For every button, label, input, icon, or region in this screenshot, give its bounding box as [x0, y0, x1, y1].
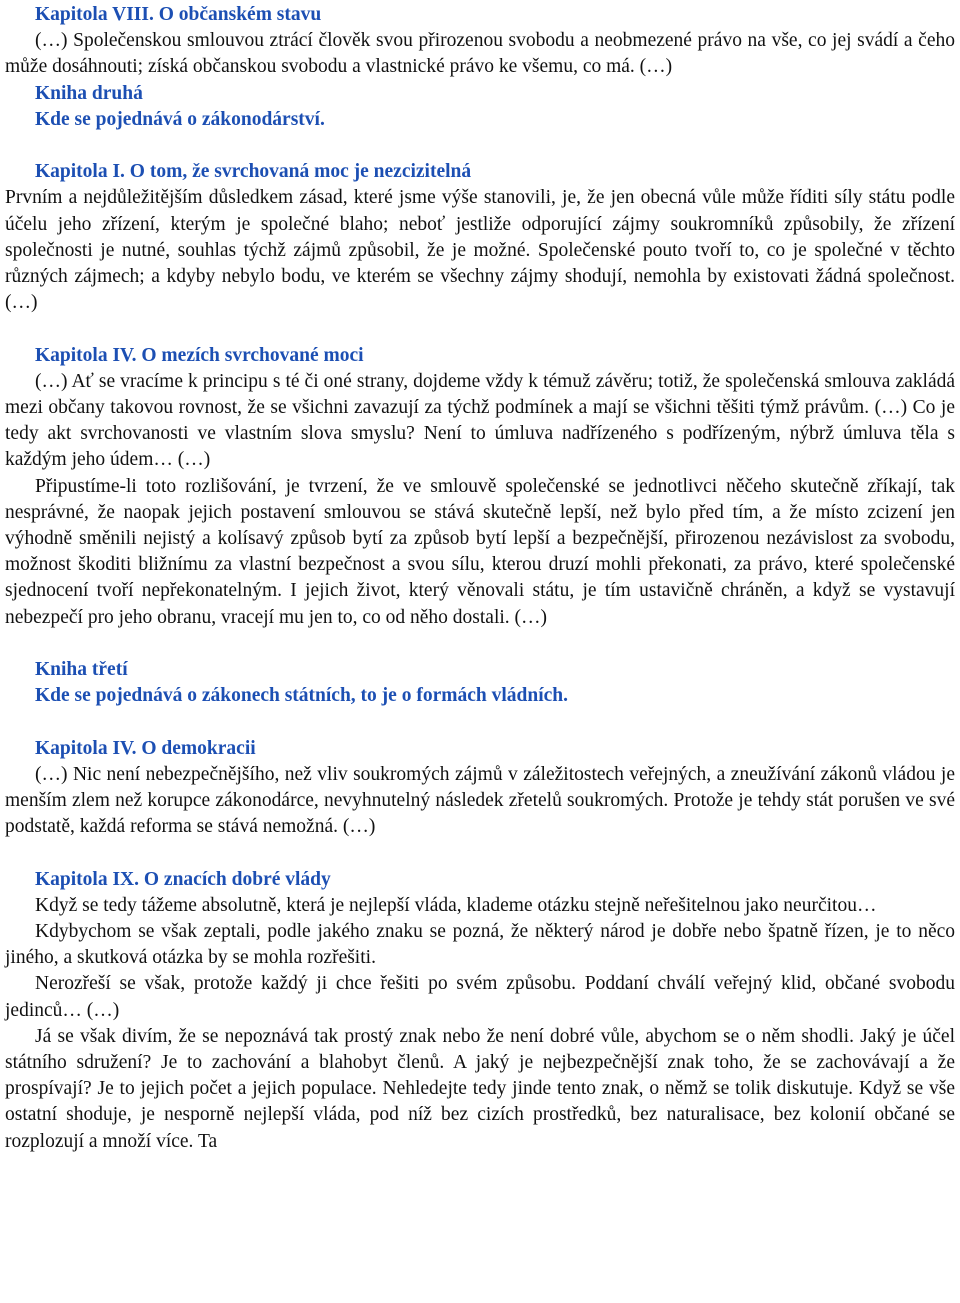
- chapter-8-paragraph: (…) Společenskou smlouvou ztrácí člověk svou přirozenou svobodu a neobmezené právo na vše, co jej svádí a čeho může dosáhnouti; získá občanskou svobodu a vlastnické právo ke všemu, co má. (…): [5, 30, 955, 78]
- chapter-8-heading: Kapitola VIII. O občanském stavu: [35, 4, 322, 25]
- democracy-chapter-heading: Kapitola IV. O demokracii: [35, 737, 256, 759]
- book-2-subtitle: Kde se pojednává o zákonodárství.: [35, 108, 325, 130]
- chapter-9-paragraph-1: Když se tedy tážeme absolutně, která je nejlepší vláda, klademe otázku stejně neřešitelnou jako neurčitou…: [35, 894, 877, 916]
- spacer: [5, 631, 955, 657]
- chapter-4-paragraph-2: Připustíme-li toto rozlišování, je tvrzení, že ve smlouvě společenské se jednotlivci něčeho skutečně zříkají, tak nesprávné, že naopak jejich postavení smlouvou se stává skutečně lepší, než bylo před tím, a že místo zcizení jen výhodně směnili nejistý a kolísavý způsob bytí za způsob bytí lepší a bezpečnější, přirozenou nezávislost za svobodu, možnost škoditi bližnímu za vlastní bezpečnost a svou sílu, kterou druzí mohli překonati, za právo, které společenské sjednocení tvoří nepřekonatelným. I jejich život, který věnovali státu, je tím ustavičně chráněn, a když se vystavují nebezpečí pro jeho obranu, vracejí mu jen to, co od něho dostali. (…): [5, 475, 955, 628]
- chapter-1-paragraph: Prvním a nejdůležitějším důsledkem zásad, které jsme výše stanovili, je, že jen obecná vůle může říditi síly státu podle účelu jeho zřízení, kterým je společné blaho; neboť jestliže odporující zájmy soukromníků způsobily, že zřízení společnosti je nutné, souhlas týchž zájmů způsobil, že je možné. Společenské pouto tvoří to, co je společné v těchto různých zájmech; a kdyby nebylo bodu, ve kterém se všechny zájmy shodují, nemohla by existovati žádná společnost. (…): [5, 187, 955, 314]
- chapter-1-heading: Kapitola I. O tom, že svrchovaná moc je nezcizitelná: [35, 161, 472, 183]
- chapter-9-paragraph-3: Nerozřeší se však, protože každý ji chce řešiti po svém způsobu. Poddaní chválí veřejný klid, občané svobodu jedinců… (…): [5, 973, 955, 1021]
- spacer: [5, 709, 955, 735]
- spacer: [5, 840, 955, 866]
- chapter-9-paragraph-2: Kdybychom se však zeptali, podle jakého znaku se pozná, že některý národ je dobře nebo špatně řízen, je to něco jiného, a skutková otázka by se mohla rozřešiti.: [5, 921, 955, 969]
- chapter-4-paragraph-1: (…) Ať se vracíme k principu s té či oné strany, dojdeme vždy k témuž závěru; totiž, že společenská smlouva zakládá mezi občany takovou rovnost, že se všichni zavazují za týchž podmínek a mají se všichni těšiti týmž právům. (…) Co je tedy akt svrchovanosti ve vlastním slova smyslu? Není to úmluva nadřízeného s podřízeným, nýbrž úmluva těla s každým jeho údem… (…): [5, 370, 955, 471]
- book-3-heading: Kniha třetí: [35, 659, 128, 681]
- spacer: [5, 133, 955, 159]
- chapter-9-heading: Kapitola IX. O znacích dobré vlády: [35, 868, 331, 890]
- chapter-4-heading: Kapitola IV. O mezích svrchované moci: [35, 344, 364, 366]
- chapter-9-paragraph-4: Já se však divím, že se nepoznává tak prostý znak nebo že není dobré vůle, abychom se o něm shodli. Jaký je účel státního sdružení? Je to zachování a blahobyt členů. A jaký je nejbezpečnější znak toho, že se zachovávají a že prospívají? Je to jejich počet a jejich populace. Nehledejte tedy jinde tento znak, o němž se tolik diskutuje. Když se vše ostatní shoduje, je nesporně nejlepší vláda, pod níž bez cizích prostředků, bez naturalisace, bez kolonií občané se rozplozují a množí více. Ta: [5, 1025, 955, 1152]
- book-3-subtitle: Kde se pojednává o zákonech státních, to je o formách vládních.: [35, 685, 568, 707]
- book-2-heading: Kniha druhá: [35, 82, 143, 104]
- democracy-chapter-paragraph: (…) Nic není nebezpečnějšího, než vliv soukromých zájmů v záležitostech veřejných, a zneužívání zákonů vládou je menším zlem než korupce zákonodárce, nevyhnutelný následek zřetelů soukromých. Protože je tehdy stát porušen ve své podstatě, každá reforma se stává nemožná. (…): [5, 763, 955, 838]
- spacer: [5, 316, 955, 342]
